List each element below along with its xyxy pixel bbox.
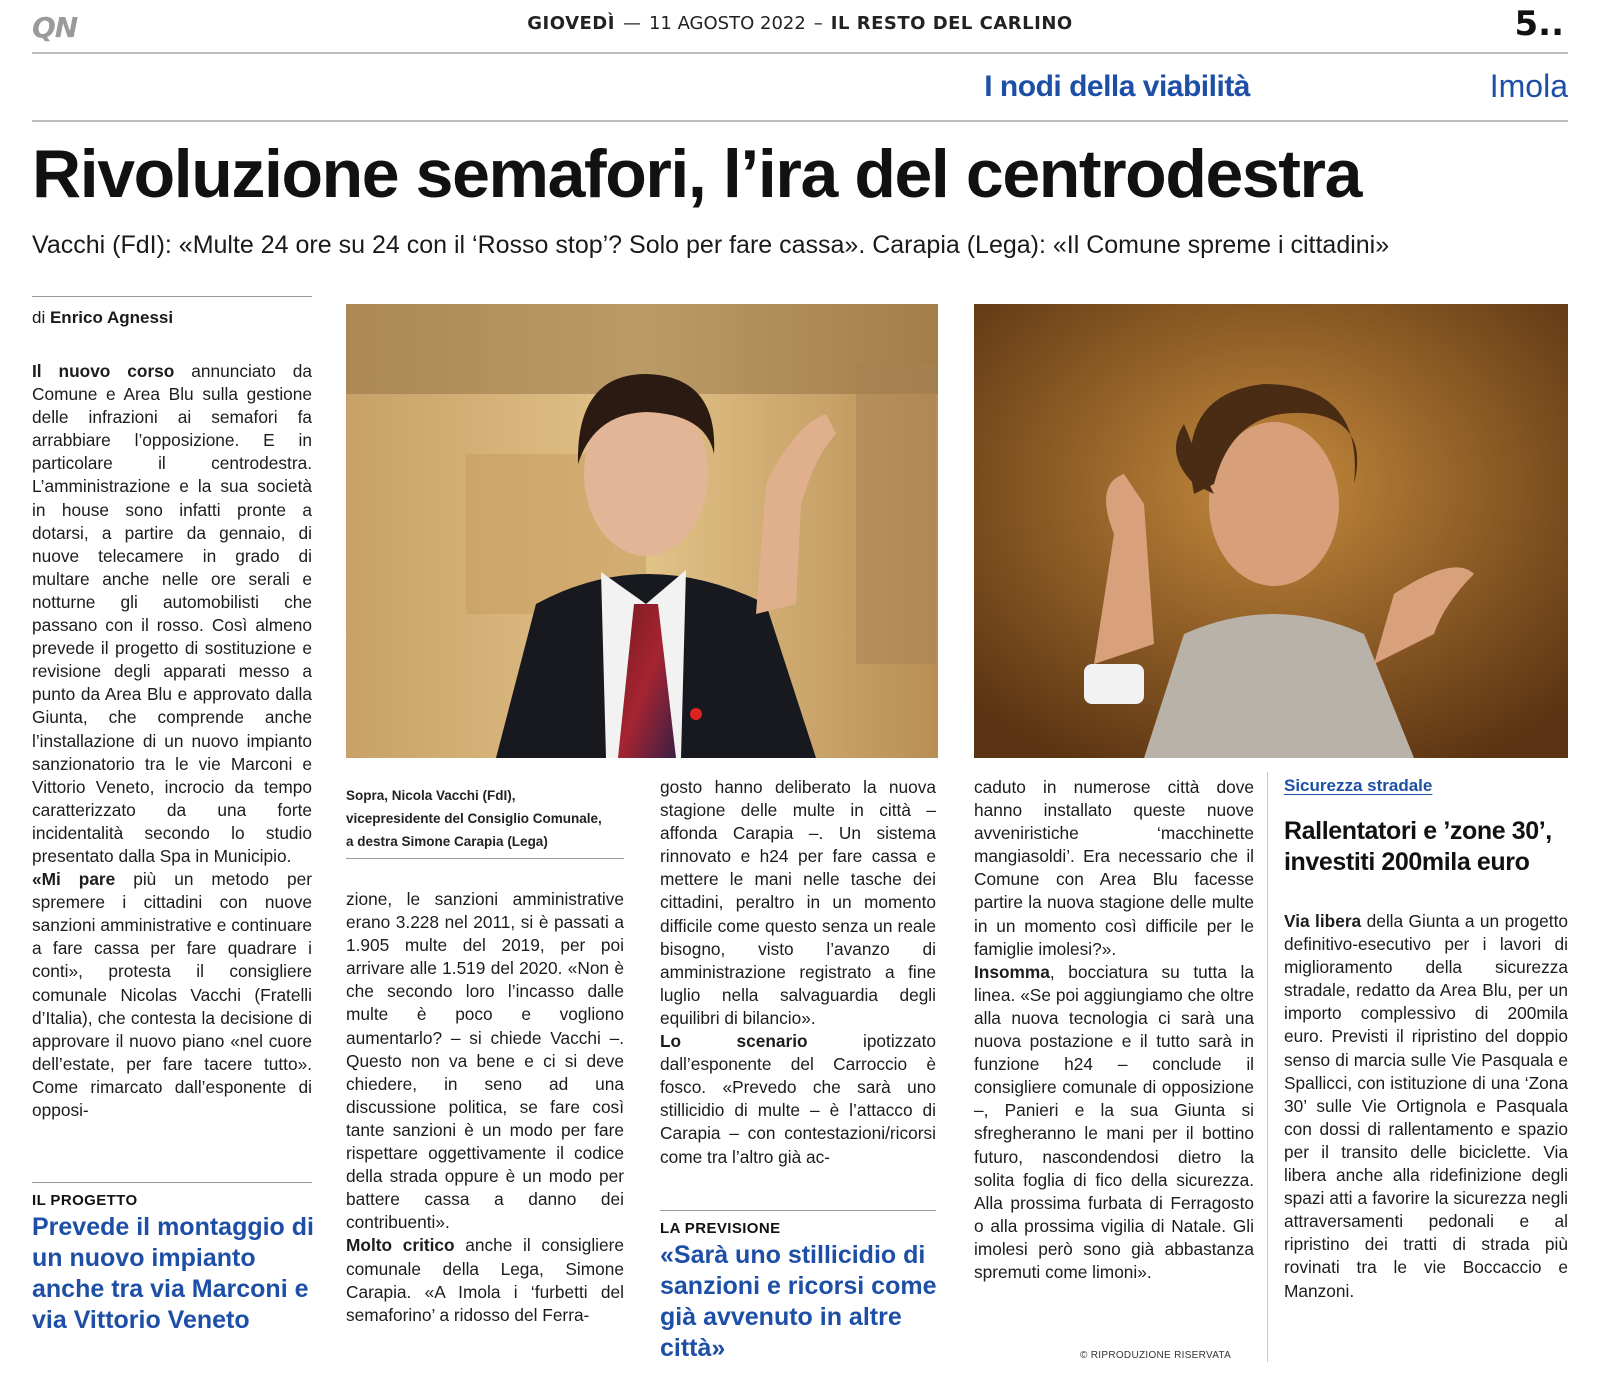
subheadline: Vacchi (FdI): «Multe 24 ore su 24 con il ‘Rosso stop’? Solo per fare cassa». Carapia (Lega): «Il Comune spreme i cittadini»: [32, 231, 1390, 259]
paragraph-text: , bocciatura su tutta la linea. «Se poi aggiungiamo che oltre alla nuova tecnologia ci sarà una nuova postazione e il tutto sarà in funzione h24 – conclude il consigliere comunale di opposizione –, Panieri e la sua Giunta si sfregheranno le mani per il bottino futuro, nascondendosi dietro la solita foglia di fico della sicurezza. Alla prossima furbata di Ferragosto o alla prossima vigilia di Natale. Gli imolesi però sono già abbastanza spremuti come limoni».: [974, 961, 1254, 1282]
article-paragraph: [346, 888, 624, 1234]
caption-divider: [346, 858, 624, 859]
section-divider: [32, 120, 1568, 122]
paragraph-text: ipotizzato dall’esponente del Carroccio è fosco. «Prevedo che sarà uno stillicidio di multe – è l’attacco di Carapia – con contestazioni/ricorsi come tra l’altro già ac-: [660, 1031, 936, 1167]
article-column-3: [660, 776, 936, 1169]
lead-in: Molto critico: [346, 1235, 455, 1256]
lead-in: Insomma: [974, 961, 1050, 982]
article-column-2: [346, 888, 624, 1327]
article-paragraph: [32, 360, 312, 868]
paragraph-text: più un metodo per spremere i cittadini con nuove sanzioni amministrative e continuare a fare cassa per fare quadrare i conti», protesta il consigliere comunale Nicolas Vacchi (Fratelli d’Italia), che contesta la decisione di approvare il nuovo piano «nel cuore dell’estate, per fare tacere tutto». Come rimarcato dall’esponente di opposi-: [32, 869, 312, 1120]
photo-vacchi: [346, 304, 938, 758]
article-column-4: [974, 776, 1254, 1284]
box-label-previsione: LA PREVISIONE: [660, 1220, 781, 1237]
dateline-dash-2: –: [813, 13, 823, 34]
byline-divider: [32, 296, 312, 297]
paragraph-text: anche il consigliere comunale della Lega, Simone Carapia. «A Imola i ‘furbetti del semaforino’ a ridosso del Ferra-: [346, 1235, 624, 1325]
dateline-paper: IL RESTO DEL CARLINO: [830, 13, 1073, 34]
byline: [32, 308, 173, 328]
byline-author: Enrico Agnessi: [49, 308, 174, 327]
sidebar-body: [1284, 910, 1568, 1303]
box-divider: [660, 1210, 936, 1211]
article-paragraph: [974, 776, 1254, 961]
byline-prefix: di: [32, 308, 46, 327]
headline: Rivoluzione semafori, l’ira del centrodestra: [32, 136, 1362, 212]
photo-vacchi-image: [346, 304, 938, 758]
sidebar-divider: [1267, 772, 1268, 1362]
paragraph-text: zione, le sanzioni amministrative erano 3.228 nel 2011, si è passati a 1.905 multe del 2019, per poi arrivare alle 1.519 del 2020. «Non è che secondo loro l’incasso dalle multe è poco e vogliono aumentarlo? – si chiede Vacchi –. Questo non va bene e ci si deve chiedere, in seno ad una discussione politica, se fare così tante sanzioni è un modo per fare rispettare oggettivamente il codice della strada oppure è un modo per battere cassa a danno dei contribuenti».: [346, 889, 624, 1233]
paragraph-text: gosto hanno deliberato la nuova stagione delle multe in città – affonda Carapia –. Un sistema rinnovato e h24 per fare cassa e mettere le mani nelle tasche dei cittadini, peraltro in un momento difficile come questo senza un reale bisogno, visto l’avanzo di amministrazione registrato a fine luglio nella salvaguardia degli equilibri di bilancio».: [660, 777, 936, 1028]
caption-line: Sopra, Nicola Vacchi (FdI),: [346, 788, 516, 803]
lead-in: «Mi pare: [32, 869, 116, 890]
top-divider: [32, 52, 1568, 54]
box-divider: [32, 1182, 312, 1183]
paragraph-text: della Giunta a un progetto definitivo-esecutivo per i lavori di miglioramento della sicurezza stradale, redatto da Area Blu, per un importo complessivo di 200mila euro. Previsti il ripristino del doppio senso di marcia sulle Vie Pasquala e Spallicci, con istituzione di una ‘Zona 30’ sulle Vie Ortignola e Pasquala con dossi di rallentamento e spazio per il transito delle biciclette. Via libera anche alla ridefinizione degli spazi atti a favorire la sicurezza negli attraversamenti pedonali e al ripristino dei tratti di strada più rovinati tra le vie Boccaccio e Manzoni.: [1284, 911, 1568, 1301]
article-paragraph: [660, 1030, 936, 1169]
dateline: [0, 12, 1600, 36]
article-paragraph: [1284, 910, 1568, 1303]
caption-line: a destra Simone Carapia (Lega): [346, 834, 548, 849]
article-paragraph: [346, 1234, 624, 1326]
section-title: I nodi della viabilità: [984, 70, 1250, 103]
sidebar-label: Sicurezza stradale: [1284, 776, 1433, 795]
section-city: Imola: [1489, 68, 1568, 104]
copyright-notice: © RIPRODUZIONE RISERVATA: [1080, 1350, 1232, 1361]
lead-in: Via libera: [1284, 911, 1362, 931]
photo-carapia: [974, 304, 1568, 758]
lead-in: Il nuovo corso: [32, 361, 175, 381]
dateline-day: GIOVEDÌ: [527, 13, 615, 34]
paragraph-text: annunciato da Comune e Area Blu sulla gestione delle infrazioni ai semafori fa arrabbiare l’opposizione. E in particolare il centrodestra. L’amministrazione e la sua società in house sono infatti pronte a dotarsi, a partire da gennaio, di nuove telecamere in grado di multare anche nelle ore serali e notturne gli automobilisti che passano con il rosso. Così almeno prevede il progetto di sostituzione e revisione degli apparati messo a punto da Area Blu e approvato dalla Giunta, che comprende anche l’installazione di un nuovo impianto sanzionatorio tra le vie Marconi e Vittorio Veneto, incrocio da tempo caratterizzato da una forte incidentalità secondo lo studio presentato dalla Spa in Municipio.: [32, 361, 312, 866]
newspaper-logo: QN: [32, 11, 78, 44]
sidebar-title: Rallentatori e ’zone 30’, investiti 200mila euro: [1284, 817, 1552, 876]
box-title-progetto: Prevede il montaggio di un nuovo impianto anche tra via Marconi e via Vittorio Veneto: [32, 1213, 314, 1334]
article-paragraph: [32, 868, 312, 1122]
lead-in: Lo scenario: [660, 1031, 808, 1052]
photo-caption: [346, 784, 636, 853]
article-column-1: [32, 360, 312, 1122]
dateline-date: 11 AGOSTO 2022: [648, 13, 806, 34]
article-paragraph: [974, 961, 1254, 1284]
box-label-progetto: IL PROGETTO: [32, 1192, 138, 1209]
article-paragraph: [660, 776, 936, 1030]
dateline-dash: —: [622, 13, 641, 34]
paragraph-text: caduto in numerose città dove hanno installato queste nuove avveniristiche ‘macchinette mangiasoldi’. Era necessario che il Comune con Area Blu facesse partire la nuova stagione delle multe in un momento così difficile per le famiglie imolesi?».: [974, 777, 1254, 959]
box-title-previsione: «Sarà uno stillicidio di sanzioni e ricorsi come già avvenuto in altre città»: [660, 1241, 937, 1362]
page-number: 5..: [1514, 4, 1564, 44]
caption-line: vicepresidente del Consiglio Comunale,: [346, 811, 602, 826]
photo-carapia-image: [974, 304, 1568, 758]
